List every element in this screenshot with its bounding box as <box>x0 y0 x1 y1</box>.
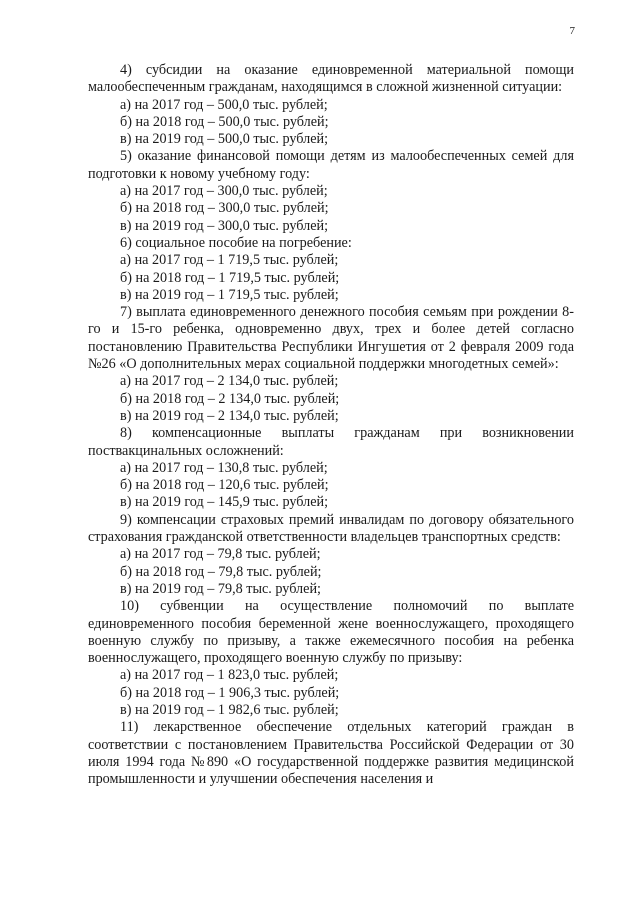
subitem-2019: в) на 2019 год – 145,9 тыс. рублей; <box>120 494 329 511</box>
subitem-2019: в) на 2019 год – 300,0 тыс. рублей; <box>120 217 329 234</box>
paragraph-item-10: 10) субвенции на осуществление полномочий по выплате единовременного пособия беременной жене военнослужащего, проходящего военную службу по призыву, а также ежемесячного пособия на ребенка военнослужащего, проходящего военную службу по призыву: <box>88 598 574 667</box>
subitem-2017: а) на 2017 год – 300,0 тыс. рублей; <box>120 183 328 200</box>
subitem-2018: б) на 2018 год – 1 719,5 тыс. рублей; <box>120 269 340 286</box>
paragraph-item-7: 7) выплата единовременного денежного пособия семьям при рождении 8-го и 15-го ребенка, одновременно двух, трех и более детей согласно постановлению Правительства Республики Ингушетия от 2 февраля 2009 года №26 «О дополнительных мерах социальной поддержки многодетных семей»: <box>88 304 574 373</box>
subitem-2017: а) на 2017 год – 79,8 тыс. рублей; <box>120 546 321 563</box>
subitem-2019: в) на 2019 год – 1 982,6 тыс. рублей; <box>120 701 339 718</box>
subitem-2017: а) на 2017 год – 1 823,0 тыс. рублей; <box>120 667 339 684</box>
paragraph-item-8: 8) компенсационные выплаты гражданам при возникновении поствакцинальных осложнений: <box>88 425 574 459</box>
subitem-2017: а) на 2017 год – 1 719,5 тыс. рублей; <box>120 252 339 269</box>
page-number: 7 <box>569 25 575 37</box>
subitem-2018: б) на 2018 год – 79,8 тыс. рублей; <box>120 563 322 580</box>
paragraph-item-6: 6) социальное пособие на погребение: <box>120 234 352 251</box>
subitem-2019: в) на 2019 год – 2 134,0 тыс. рублей; <box>120 407 339 424</box>
subitem-2019: в) на 2019 год – 1 719,5 тыс. рублей; <box>120 286 339 303</box>
paragraph-item-9: 9) компенсации страховых премий инвалидам по договору обязательного страхования гражданской ответственности владельцев транспортных средств: <box>88 511 574 546</box>
paragraph-item-4: 4) субсидии на оказание единовременной материальной помощи малообеспеченным гражданам, находящимся в сложной жизненной ситуации: <box>88 62 574 96</box>
subitem-2018: б) на 2018 год – 1 906,3 тыс. рублей; <box>120 684 340 701</box>
subitem-2019: в) на 2019 год – 79,8 тыс. рублей; <box>120 580 321 597</box>
paragraph-item-11: 11) лекарственное обеспечение отдельных категорий граждан в соответствии с постановлением Правительства Российской Федерации от 30 июля 1994 года №890 «О государственной поддержке развития медицинской промышленности и улучшении обеспечения населения и <box>88 719 574 788</box>
subitem-2018: б) на 2018 год – 300,0 тыс. рублей; <box>120 200 329 217</box>
subitem-2017: а) на 2017 год – 500,0 тыс. рублей; <box>120 96 328 113</box>
document-body <box>88 62 574 788</box>
subitem-2018: б) на 2018 год – 120,6 тыс. рублей; <box>120 477 329 494</box>
subitem-2018: б) на 2018 год – 2 134,0 тыс. рублей; <box>120 390 340 407</box>
subitem-2017: а) на 2017 год – 130,8 тыс. рублей; <box>120 459 328 476</box>
subitem-2018: б) на 2018 год – 500,0 тыс. рублей; <box>120 113 329 130</box>
paragraph-item-5: 5) оказание финансовой помощи детям из малообеспеченных семей для подготовки к новому учебному году: <box>88 148 574 182</box>
subitem-2019: в) на 2019 год – 500,0 тыс. рублей; <box>120 131 329 148</box>
subitem-2017: а) на 2017 год – 2 134,0 тыс. рублей; <box>120 373 339 390</box>
